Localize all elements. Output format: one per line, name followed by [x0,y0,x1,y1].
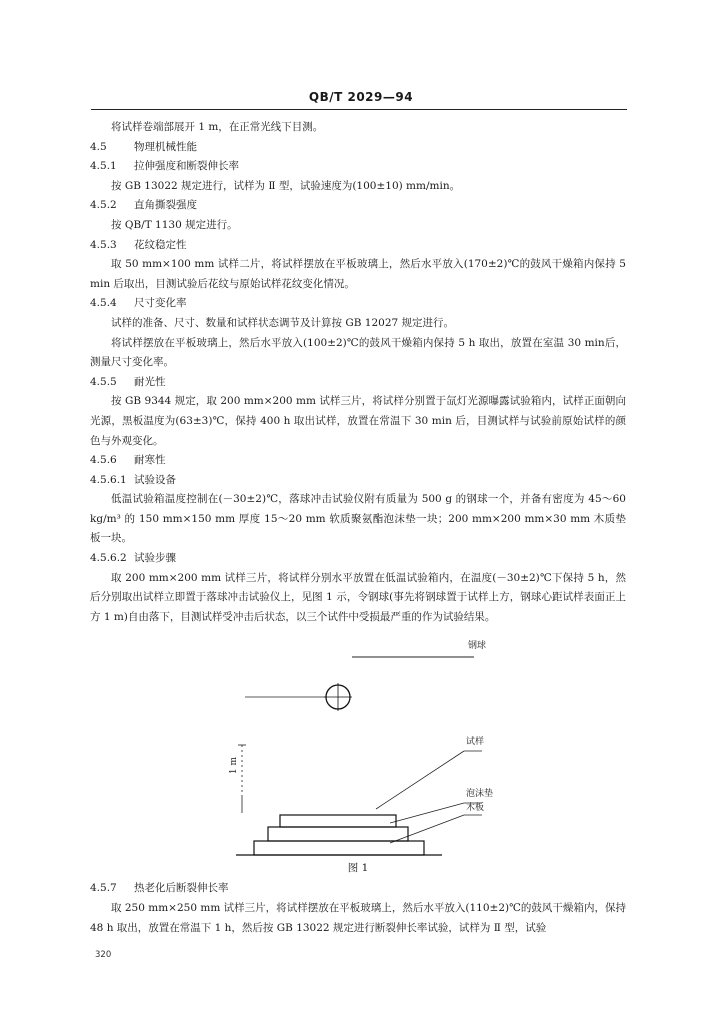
paragraph: 取 50 mm×100 mm 试样二片，将试样摆放在平板玻璃上，然后水平放入(170±2)℃的鼓风干燥箱内保持 5 min 后取出，目测试验后花纹与原始试样花纹变化情况。 [90,258,626,290]
section-title: 物理机械性能 [134,140,197,153]
paragraph: 按 GB 9344 规定，取 200 mm×200 mm 试样三片，将试样分别置于氙灯光源曝露试验箱内，试样正面朝向光源，黑板温度为(63±3)℃，保持 400 h 取出试样，放置在常温下 30 min 后，目测试样与试验前原始试样的颜色与外观变化。 [90,395,626,447]
section-title: 尺寸变化率 [134,297,187,310]
paragraph: 取 200 mm×200 mm 试样三片，将试样分别水平放置在低温试验箱内，在温度(－30±2)℃下保持 5 h，然后分别取出试样立即置于落球冲击试验仪上，见图 1 示，令钢球(事先将钢球置于试样上方，钢球心距试样表面正上方 1 m)自由落下，目测试样受冲击后状态，以三个试件中受损最严重的作为试验结果。 [90,571,626,623]
section-number: 4.5.3 [90,238,117,251]
foam-leader-line [390,803,464,823]
section-title: 耐寒性 [134,454,166,467]
section-number: 4.5.1 [90,160,117,173]
section-number: 4.5.2 [90,199,117,212]
foam-pad-rect [268,827,408,841]
label-ball: 钢球 [468,641,487,652]
standard-header: QB/T 2029—94 [308,90,414,104]
paragraph: 取 250 mm×250 mm 试样三片，将试样摆放在平板玻璃上，然后水平放入(110±2)℃的鼓风干燥箱内，保持 48 h 取出，放置在常温下 1 h，然后按 GB 13022 规定进行断裂伸长率试验，试样为 Ⅱ 型，试验 [90,902,626,934]
specimen-rect [280,815,396,827]
section-heading-4-5-1 [90,157,626,177]
section-number: 4.5.6.1 [90,473,127,486]
section-title: 花纹稳定性 [134,238,187,251]
section-heading-4-5 [90,138,626,158]
label-height: 1 m [229,757,239,775]
section-heading-4-5-6 [90,451,626,471]
section-heading-4-5-3 [90,236,626,256]
section-title: 试验设备 [134,473,176,486]
label-specimen: 试样 [466,737,485,748]
paragraph: 试样的准备、尺寸、数量和试样状态调节及计算按 GB 12027 规定进行。 [111,316,455,329]
section-title: 试验步骤 [134,552,176,565]
section-title: 直角撕裂强度 [134,199,197,212]
section-heading-4-5-4 [90,294,626,314]
section-number: 4.5.6.2 [90,552,127,565]
specimen-leader-line [376,751,464,809]
section-number: 4.5.6 [90,454,117,467]
drop-ball-diagram [90,633,626,879]
document-body [90,118,626,938]
paragraph: 低温试验箱温度控制在(－30±2)℃，落球冲击试验仪附有质量为 500 g 的钢球一个，并备有密度为 45～60 kg/m³ 的 150 mm×150 mm 厚度 15～20 mm 软质聚氨酯泡沫垫一块；200 mm×200 mm×30 mm 木质垫板一块。 [90,493,626,545]
label-board: 木板 [466,803,485,814]
section-heading-4-5-6-2 [90,549,626,569]
header-rule [91,109,627,110]
section-heading-4-5-6-1 [90,471,626,491]
board-leader-line [390,815,464,843]
section-heading-4-5-5 [90,373,626,393]
label-foam: 泡沫垫 [466,789,494,800]
paragraph: 按 GB 13022 规定进行，试样为 Ⅱ 型，试验速度为(100±10) mm/min。 [111,179,461,192]
paragraph: 将试样卷端部展开 1 m，在正常光线下目测。 [111,121,324,133]
section-title: 拉伸强度和断裂伸长率 [134,160,239,173]
section-title: 耐光性 [134,375,166,388]
paragraph: 按 QB/T 1130 规定进行。 [111,218,238,231]
figure-drop-ball-test [90,633,626,879]
section-number: 4.5.5 [90,375,117,388]
figure-caption: 图 1 [347,862,369,875]
page-number: 320 [95,950,112,960]
paragraph: 将试样摆放在平板玻璃上，然后水平放入(100±2)℃的鼓风干燥箱内保持 5 h 取出，放置在室温 30 min后，测量尺寸变化率。 [90,336,626,369]
section-number: 4.5.7 [90,882,117,895]
section-number: 4.5.4 [90,297,117,310]
section-heading-4-5-2 [90,196,626,216]
section-heading-4-5-7 [90,879,626,899]
section-number: 4.5 [90,140,107,153]
section-title: 热老化后断裂伸长率 [134,882,229,895]
wooden-board-rect [254,841,424,855]
